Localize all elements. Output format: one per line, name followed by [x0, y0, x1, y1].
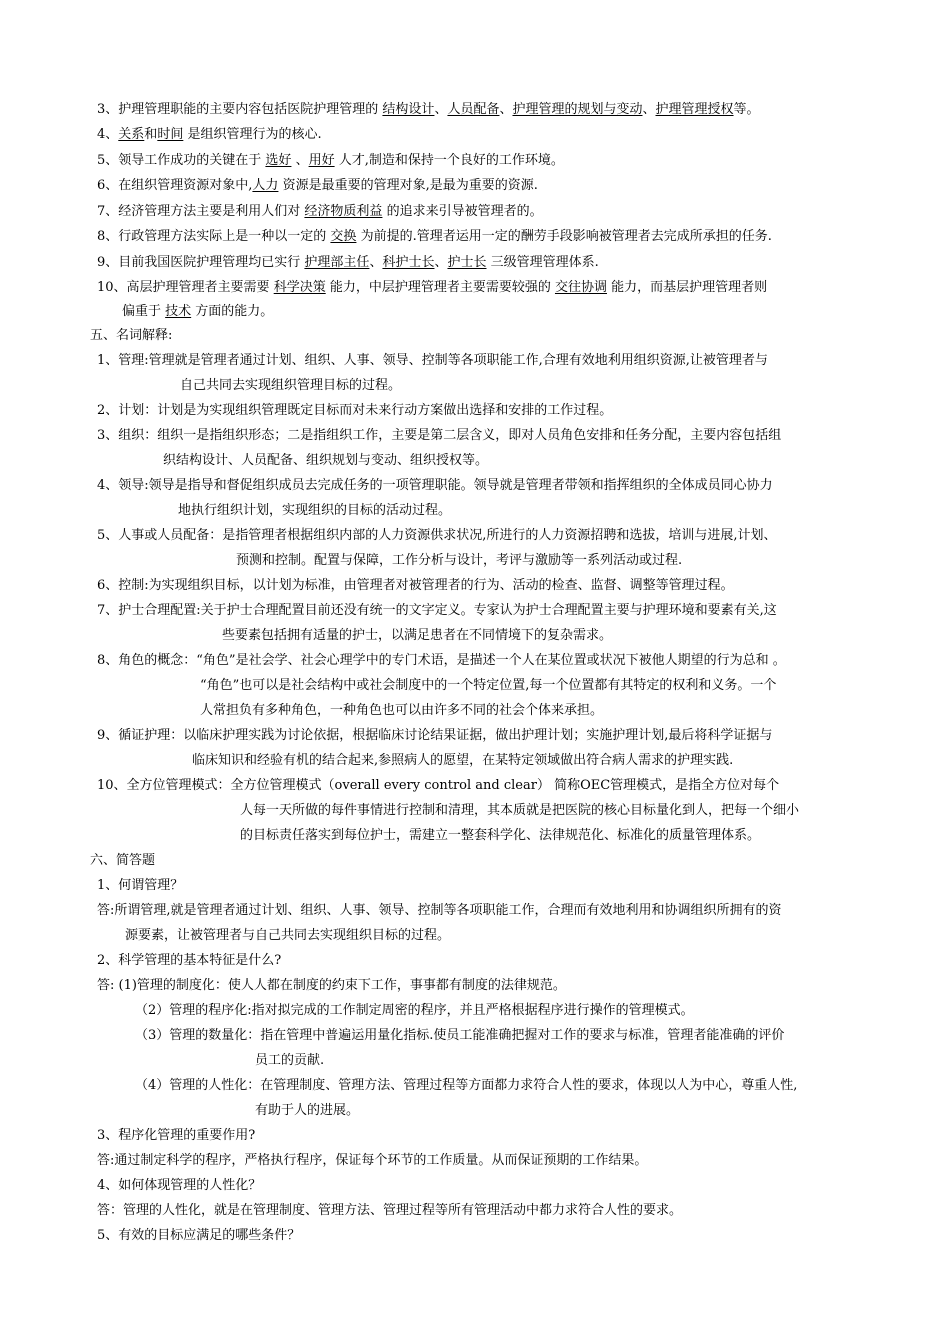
answer-line: 答:所谓管理,就是管理者通过计划、组织、人事、领导、控制等各项职能工作，合理而有效地利用和协调组织所拥有的资 [97, 903, 782, 918]
definition-line: 自己共同去实现组织管理目标的过程。 [180, 378, 402, 393]
definition-line: 1、管理:管理就是管理者通过计划、组织、人事、领导、控制等各项职能工作,合理有效地利用组织资源,让被管理者与 [97, 353, 768, 368]
definition-line: 6、控制:为实现组织目标，以计划为标准，由管理者对被管理者的行为、活动的检查、监督、调整等管理过程。 [97, 578, 734, 593]
answer-blank: 护士长 [447, 255, 487, 270]
answer-line: （2）管理的程序化:指对拟完成的工作制定周密的程序，并且严格根据程序进行操作的管理模式。 [135, 1003, 694, 1018]
answer-blank: 技术 [165, 304, 192, 319]
answer-blank: 科护士长 [382, 255, 435, 270]
answer-blank: 用好 [308, 153, 335, 168]
definition-line: “角色”也可以是社会结构中或社会制度中的一个特定位置,每一个位置都有其特定的权利和义务。一个 [200, 678, 777, 693]
definition-line: 3、组织：组织一是指组织形态；二是指组织工作，主要是第二层含义，即对人员角色安排和任务分配，主要内容包括组 [97, 428, 782, 443]
definition-line: 预测和控制。配置与保障，工作分析与设计，考评与激励等一系列活动或过程. [236, 553, 683, 568]
answer-line: 答：管理的人性化，就是在管理制度、管理方法、管理过程等所有管理活动中都力求符合人性的要求。 [97, 1203, 683, 1218]
answer-blank: 关系 [118, 127, 145, 142]
section-title: 五、名词解释: [90, 328, 173, 343]
definition-line: 地执行组织计划，实现组织的目标的活动过程。 [178, 503, 452, 518]
fill-in-item-10-cont: 偏重于 技术 方面的能力。 [122, 304, 274, 319]
fill-in-item-9: 9、目前我国医院护理管理均已实行 护理部主任、科护士长、护士长 三级管理管理体系. [97, 255, 599, 270]
definition-line: 人每一天所做的每件事情进行控制和清理，其本质就是把医院的核心目标量化到人，把每一个细小 [240, 803, 800, 818]
definition-line: 2、计划：计划是为实现组织管理既定目标而对未来行动方案做出选择和安排的工作过程。 [97, 403, 613, 418]
definition-line: 4、领导:领导是指导和督促组织成员去完成任务的一项管理职能。领导就是管理者带领和指挥组织的全体成员同心协力 [97, 478, 773, 493]
section-title: 六、简答题 [90, 853, 156, 868]
answer-line: 答: (1)管理的制度化：使人人都在制度的约束下工作，事事都有制度的法律规范。 [97, 978, 566, 993]
fill-in-item-3: 3、护理管理职能的主要内容包括医院护理管理的 结构设计、人员配备、护理管理的规划与变动、护理管理授权等。 [97, 102, 760, 117]
fill-in-item-8: 8、行政管理方法实际上是一种以一定的 交换 为前提的.管理者运用一定的酬劳手段影响被管理者去完成所承担的任务. [97, 229, 772, 244]
answer-blank: 结构设计 [382, 102, 435, 117]
answer-blank: 经济物质利益 [304, 204, 383, 219]
answer-line: 员工的贡献. [255, 1053, 325, 1068]
definition-line: 7、护士合理配置:关于护士合理配置目前还没有统一的文字定义。专家认为护士合理配置主要与护理环境和要素有关,这 [97, 603, 777, 618]
answer-line: 有助于人的进展。 [255, 1103, 360, 1118]
fill-in-item-6: 6、在组织管理资源对象中,人力 资源是最重要的管理对象,是最为重要的资源. [97, 178, 538, 193]
answer-blank: 护理管理的规划与变动 [512, 102, 643, 117]
question-line: 4、如何体现管理的人性化？ [97, 1178, 262, 1193]
question-line: 2、科学管理的基本特征是什么? [97, 953, 282, 968]
definition-line: 的目标责任落实到每位护士，需建立一整套科学化、法律规范化、标准化的质量管理体系。 [240, 828, 761, 843]
answer-blank: 交换 [330, 229, 357, 244]
fill-in-item-4: 4、关系和时间 是组织管理行为的核心. [97, 127, 322, 142]
definition-line: 人常担负有多种角色，一种角色也可以由许多不同的社会个体来承担。 [200, 703, 604, 718]
question-line: 5、有效的目标应满足的哪些条件？ [97, 1228, 301, 1243]
answer-blank: 交往协调 [554, 280, 607, 295]
answer-blank: 时间 [157, 127, 184, 142]
fill-in-item-5: 5、领导工作成功的关键在于 选好 、用好 人才,制造和保持一个良好的工作环境。 [97, 153, 564, 168]
definition-line: 5、人事或人员配备：是指管理者根据组织内部的人力资源供求状况,所进行的人力资源招聘和选拔，培训与进展,计划、 [97, 528, 777, 543]
definition-line: 些要素包括拥有适量的护士，以满足患者在不同情境下的复杂需求。 [222, 628, 613, 643]
answer-line: （3）管理的数量化：指在管理中普遍运用量化指标.使员工能准确把握对工作的要求与标准，管理者能准确的评价 [135, 1028, 785, 1043]
answer-blank: 人力 [252, 178, 279, 193]
answer-blank: 选好 [265, 153, 292, 168]
fill-in-item-7: 7、经济管理方法主要是利用人们对 经济物质利益 的追求来引导被管理者的。 [97, 204, 543, 219]
answer-line: 答:通过制定科学的程序，严格执行程序，保证每个环节的工作质量。从而保证预期的工作结果。 [97, 1153, 648, 1168]
question-line: 3、程序化管理的重要作用? [97, 1128, 256, 1143]
question-line: 1、何谓管理？ [97, 878, 184, 893]
definition-line: 织结构设计、人员配备、组织规划与变动、组织授权等。 [163, 453, 489, 468]
definition-line: 8、角色的概念：“角色”是社会学、社会心理学中的专门术语，是描述一个人在某位置或状况下被他人期望的行为总和 。 [97, 653, 786, 668]
answer-line: （4）管理的人性化：在管理制度、管理方法、管理过程等方面都力求符合人性的要求，体现以人为中心，尊重人性, [135, 1078, 798, 1093]
answer-blank: 护理部主任 [304, 255, 370, 270]
answer-blank: 护理管理授权 [655, 102, 734, 117]
definition-line: 9、循证护理：以临床护理实践为讨论依据，根据临床讨论结果证据，做出护理计划；实施护理计划,最后将科学证据与 [97, 728, 773, 743]
answer-line: 源要素，让被管理者与自己共同去实现组织目标的过程。 [125, 928, 451, 943]
definition-line: 临床知识和经验有机的结合起来,参照病人的愿望，在某特定领域做出符合病人需求的护理实践. [192, 753, 734, 768]
fill-in-item-10: 10、高层护理管理者主要需要 科学决策 能力，中层护理管理者主要需要较强的 交往协调 能力，而基层护理管理者则 [97, 280, 768, 295]
answer-blank: 科学决策 [273, 280, 326, 295]
answer-blank: 人员配备 [447, 102, 500, 117]
definition-line: 10、全方位管理模式：全方位管理模式（overall every control and clear） 简称OEC管理模式，是指全方位对每个 [97, 778, 780, 793]
